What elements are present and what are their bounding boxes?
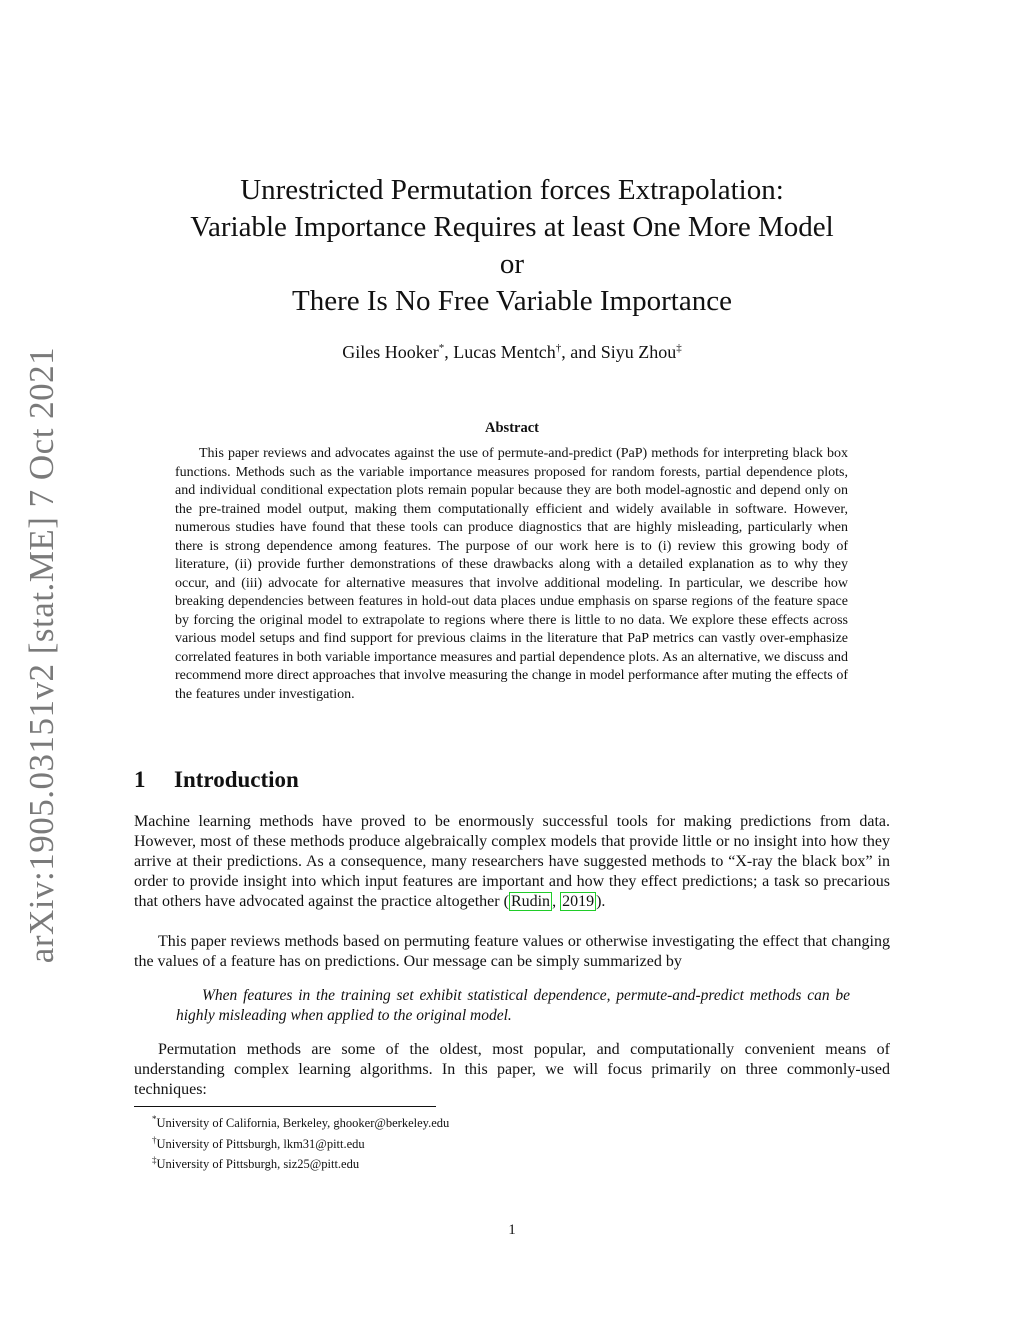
footnote-mark: * (152, 1114, 157, 1124)
footnote-divider (134, 1106, 436, 1107)
title-line: There Is No Free Variable Importance (292, 285, 732, 317)
paragraph-text: ). (596, 893, 606, 910)
key-message-quote: When features in the training set exhibit statistical dependence, permute-and-predict methods can be highly misleading when applied to the original model. (176, 987, 850, 1024)
footnote-mark[interactable]: * (438, 342, 445, 354)
footnote-text: University of California, Berkeley, ghooker@berkeley.edu (156, 1116, 450, 1131)
footnote-text: University of Pittsburgh, lkm31@pitt.edu (156, 1136, 365, 1151)
footnote-mark: ‡ (152, 1155, 157, 1166)
footnote (152, 1111, 449, 1132)
paper-title (134, 172, 890, 320)
author-separator: , and (561, 342, 601, 362)
citation-link-year[interactable]: 2019 (562, 893, 595, 910)
paragraph-text: Machine learning methods have proved to be enormously successful tools for making predictions from data. However, most of these methods produce algebraically complex models that provide little or no insight into how they arrive at their predictions. As a consequence, many researchers have suggested methods to “X-ray the black box” in order to provide insight into which input features are important and how they effect predictions; a task so precarious that others have advocated against the practice altogether ( (134, 813, 890, 910)
section-number: 1 (134, 767, 146, 792)
abstract-heading: Abstract (485, 420, 539, 436)
footnote (152, 1152, 449, 1173)
abstract-body: This paper reviews and advocates against the use of permute-and-predict (PaP) methods for interpreting black box functions. Methods such as the variable importance measures proposed for random forests, partial dependence plots, and individual conditional expectation plots remain popular because they are both model-agnostic and depend only on the pre-trained model output, making them computationally efficient and widely available in software. However, numerous studies have found that these tools can produce diagnostics that are highly misleading, particularly when there is strong dependence among features. The purpose of our work here is to (i) review this growing body of literature, (ii) provide further demonstrations of these drawbacks along with a detailed explanation as to why they occur, and (iii) advocate for alternative measures that involve additional modeling. In particular, we describe how breaking dependencies between features in hold-out data places undue emphasis on sparse regions of the feature space by forcing the original model to extrapolate to regions where there is little to no data. We explore these effects across various model setups and find support for previous claims in the literature that PaP metrics can vastly over-emphasize correlated features in both variable importance measures and partial dependence plots. As an alternative, we discuss and recommend more direct approaches that involve measuring the change in model performance after muting the effects of the features under investigation. (175, 446, 848, 702)
author-name: Siyu Zhou (600, 342, 677, 362)
author-name: Giles Hooker (342, 342, 439, 362)
body-paragraph (134, 812, 890, 912)
body-paragraph: Permutation methods are some of the oldest, most popular, and computationally convenient means of understanding complex learning algorithms. In this paper, we will focus primarily on three commonly-used techniques: (134, 1041, 890, 1098)
footnote-mark[interactable]: † (555, 342, 562, 354)
footnote (152, 1132, 449, 1153)
footnotes (152, 1111, 449, 1173)
author-separator: , (444, 342, 454, 362)
title-line: or (499, 248, 525, 280)
title-line: Variable Importance Requires at least One More Model (190, 211, 834, 243)
footnote-text: University of Pittsburgh, siz25@pitt.edu (156, 1157, 360, 1172)
arxiv-identifier-stamp: arXiv:1905.03151v2 [stat.ME] 7 Oct 2021 (22, 346, 61, 964)
footnote-mark: † (152, 1134, 157, 1145)
author-name: Lucas Mentch (453, 342, 556, 362)
footnote-mark[interactable]: ‡ (676, 342, 682, 354)
section-heading (134, 767, 299, 793)
citation-link-author[interactable]: Rudin (510, 893, 551, 910)
section-title: Introduction (174, 767, 299, 792)
body-paragraph: This paper reviews methods based on permuting feature values or otherwise investigating the effect that changing the values of a feature has on predictions. Our message can be simply summarized by (134, 933, 890, 970)
citation-separator: , (552, 893, 561, 910)
author-list (134, 342, 890, 363)
title-line: Unrestricted Permutation forces Extrapolation: (240, 174, 784, 206)
page-number: 1 (508, 1222, 516, 1238)
